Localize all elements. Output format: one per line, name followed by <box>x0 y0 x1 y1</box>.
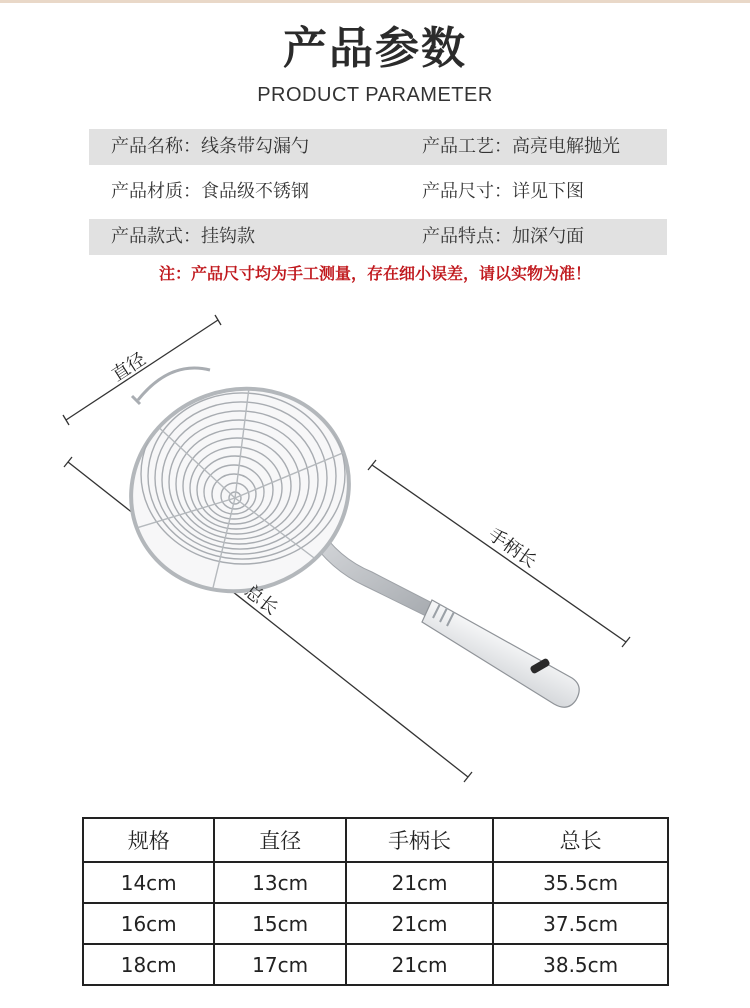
table-row <box>83 862 668 903</box>
param-feature: 产品特点：加深勺面 <box>422 226 584 247</box>
cell-handle-length: 21cm <box>346 862 493 903</box>
handle-length-label: 手柄长 <box>483 524 541 573</box>
measurement-note: 注：产品尺寸均为手工测量，存在细小误差，请以实物为准！ <box>158 264 591 283</box>
cell-size: 14cm <box>83 862 214 903</box>
param-material: 产品材质：食品级不锈钢 <box>111 181 309 202</box>
cell-total-length: 35.5cm <box>493 862 668 903</box>
cell-diameter: 15cm <box>214 903 345 944</box>
cell-handle-length: 21cm <box>346 944 493 985</box>
spec-table <box>82 817 669 986</box>
cell-diameter: 17cm <box>214 944 345 985</box>
cell-diameter: 13cm <box>214 862 345 903</box>
spec-table-header <box>83 818 668 862</box>
param-row-2 <box>89 174 667 210</box>
param-row-3 <box>89 219 667 255</box>
diameter-label: 直径 <box>108 348 150 386</box>
cell-size: 18cm <box>83 944 214 985</box>
header-size: 规格 <box>83 818 214 862</box>
cell-total-length: 37.5cm <box>493 903 668 944</box>
hook-icon <box>138 368 210 400</box>
handle-icon <box>422 600 579 707</box>
cell-size: 16cm <box>83 903 214 944</box>
param-process: 产品工艺：高亮电解抛光 <box>422 136 620 157</box>
basket-rim-icon <box>102 358 377 621</box>
param-style: 产品款式：挂钩款 <box>111 226 255 247</box>
cell-handle-length: 21cm <box>346 903 493 944</box>
page-subtitle: PRODUCT PARAMETER <box>257 84 493 106</box>
param-row-1 <box>89 129 667 165</box>
top-accent-line <box>0 0 750 3</box>
total-length-label: 总长 <box>240 580 282 620</box>
header-handle-length: 手柄长 <box>346 818 493 862</box>
table-row <box>83 944 668 985</box>
header-diameter: 直径 <box>214 818 345 862</box>
param-size: 产品尺寸：详见下图 <box>422 181 584 202</box>
page-title: 产品参数 <box>283 23 467 74</box>
header-total-length: 总长 <box>493 818 668 862</box>
table-row <box>83 903 668 944</box>
param-product-name: 产品名称：线条带勾漏勺 <box>111 136 309 157</box>
cell-total-length: 38.5cm <box>493 944 668 985</box>
